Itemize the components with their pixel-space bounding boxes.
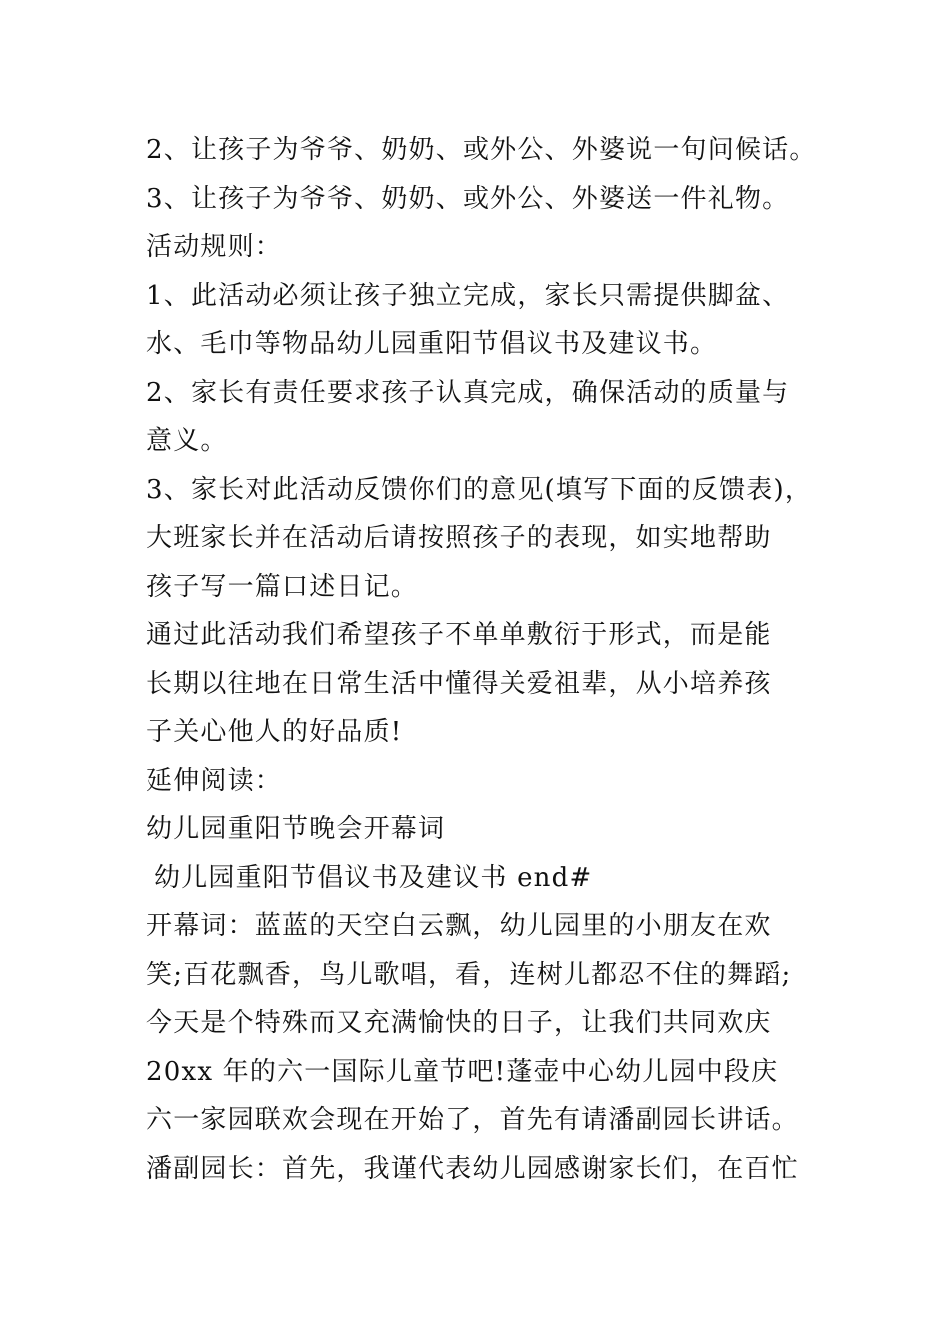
text-line: 幼儿园重阳节晚会开幕词 [146,814,446,844]
text-line: 长期以往地在日常生活中懂得关爱祖辈，从小培养孩 [146,668,772,699]
text-line: 1、此活动必须让孩子独立完成，家长只需提供脚盆、 [146,280,790,311]
text-line: 开幕词：蓝蓝的天空白云飘，幼儿园里的小朋友在欢 [146,911,772,941]
text-line: 六一家园联欢会现在开始了，首先有请潘副园长讲话。 [146,1105,799,1135]
text-line: 2、家长有责任要求孩子认真完成，确保活动的质量与 [146,377,790,408]
text-line: 幼儿园重阳节倡议书及建议书 end# [154,862,593,893]
section-heading: 活动规则： [146,232,283,262]
text-line: 3、让孩子为爷爷、奶奶、或外公、外婆送一件礼物。 [146,183,790,214]
text-line: 意义。 [146,426,228,456]
text-line: 通过此活动我们希望孩子不单单敷衍于形式，而是能 [146,620,772,650]
text-line: 子关心他人的好品质! [146,717,403,747]
text-line: 笑;百花飘香，鸟儿歌唱，看，连树儿都忍不住的舞蹈; [146,959,792,990]
section-heading: 延伸阅读： [146,765,283,796]
document-body [146,126,836,1193]
text-line: 孩子写一篇口述日记。 [146,571,419,602]
text-line: 今天是个特殊而又充满愉快的日子，让我们共同欢庆 [146,1008,772,1038]
text-line: 20xx 年的六一国际儿童节吧!蓬壶中心幼儿园中段庆 [146,1056,779,1087]
text-line: 水、毛巾等物品幼儿园重阳节倡议书及建议书。 [146,329,718,359]
text-line: 大班家长并在活动后请按照孩子的表现，如实地帮助 [146,523,772,553]
text-line: 2、让孩子为爷爷、奶奶、或外公、外婆说一句问候话。 [146,135,817,165]
text-line: 潘副园长：首先，我谨代表幼儿园感谢家长们，在百忙 [146,1153,799,1184]
text-line: 3、家长对此活动反馈你们的意见(填写下面的反馈表)， [146,474,813,505]
